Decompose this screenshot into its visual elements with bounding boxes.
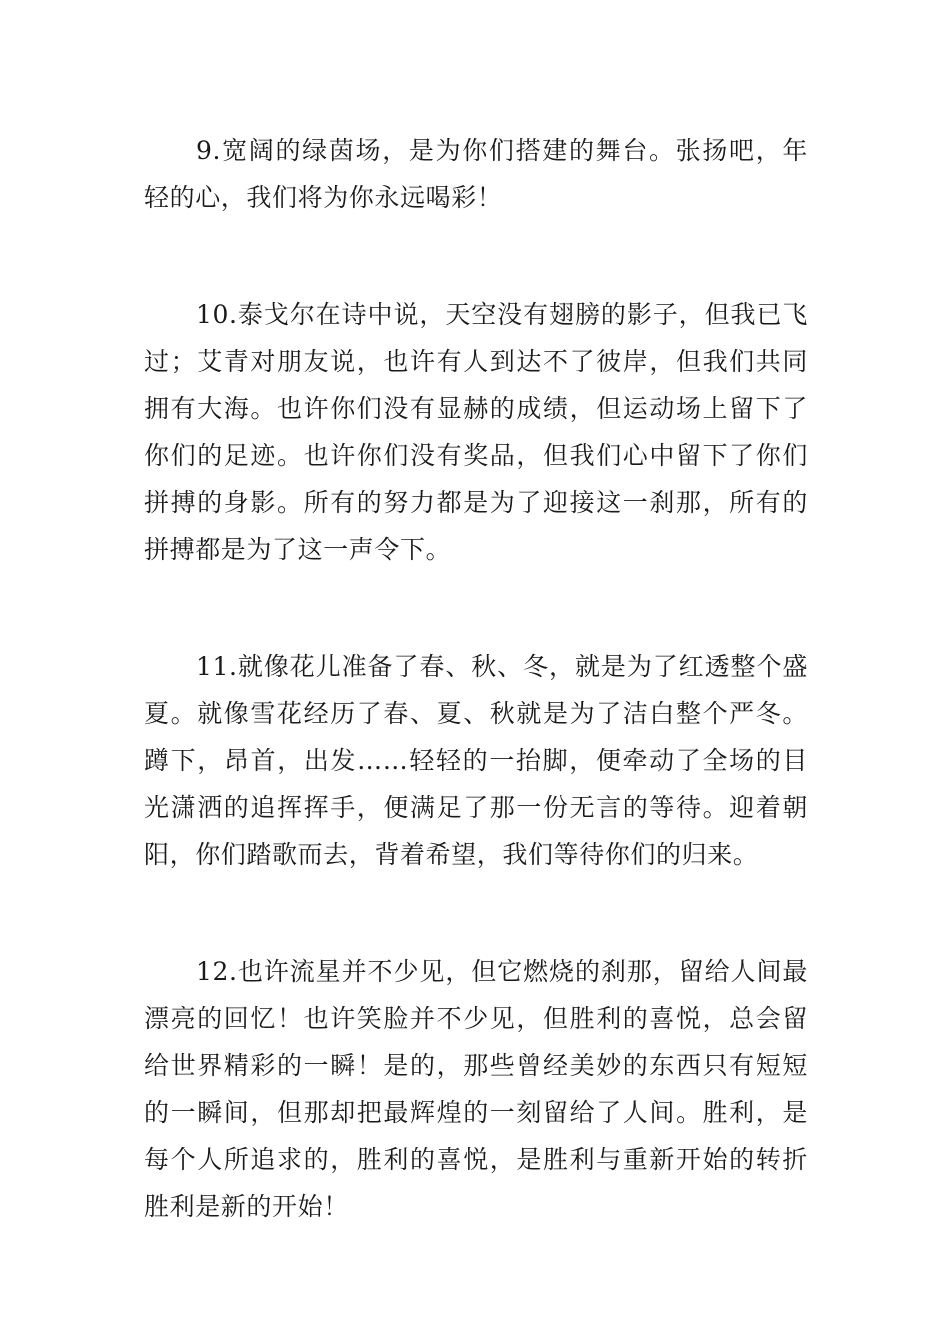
paragraph-12: 12.也许流星并不少见，但它燃烧的刹那，留给人间最漂亮的回忆！也许笑脸并不少见，但胜利的喜悦，总会留给世界精彩的一瞬！是的，那些曾经美妙的东西只有短短的一瞬间，但那却把最辉煌的一刻留给了人间。胜利，是每个人所追求的，胜利的喜悦，是胜利与重新开始的转折胜利是新的开始！ (144, 957, 808, 1221)
document-body (144, 127, 808, 1300)
paragraph-10: 10.泰戈尔在诗中说，天空没有翅膀的影子，但我已飞过；艾青对朋友说，也许有人到达不了彼岸，但我们共同拥有大海。也许你们没有显赫的成绩，但运动场上留下了你们的足迹。也许你们没有奖品，但我们心中留下了你们拼搏的身影。所有的努力都是为了迎接这一刹那，所有的拼搏都是为了这一声令下。 (144, 300, 808, 564)
paragraph-11: 11.就像花儿准备了春、秋、冬，就是为了红透整个盛夏。就像雪花经历了春、夏、秋就是为了洁白整个严冬。蹲下，昂首，出发……轻轻的一抬脚，便牵动了全场的目光潇洒的追挥挥手，便满足了那一份无言的等待。迎着朝阳，你们踏歌而去，背着希望，我们等待你们的归来。 (144, 652, 808, 869)
paragraph-9: 9.宽阔的绿茵场，是为你们搭建的舞台。张扬吧，年轻的心，我们将为你永远喝彩！ (144, 136, 808, 212)
